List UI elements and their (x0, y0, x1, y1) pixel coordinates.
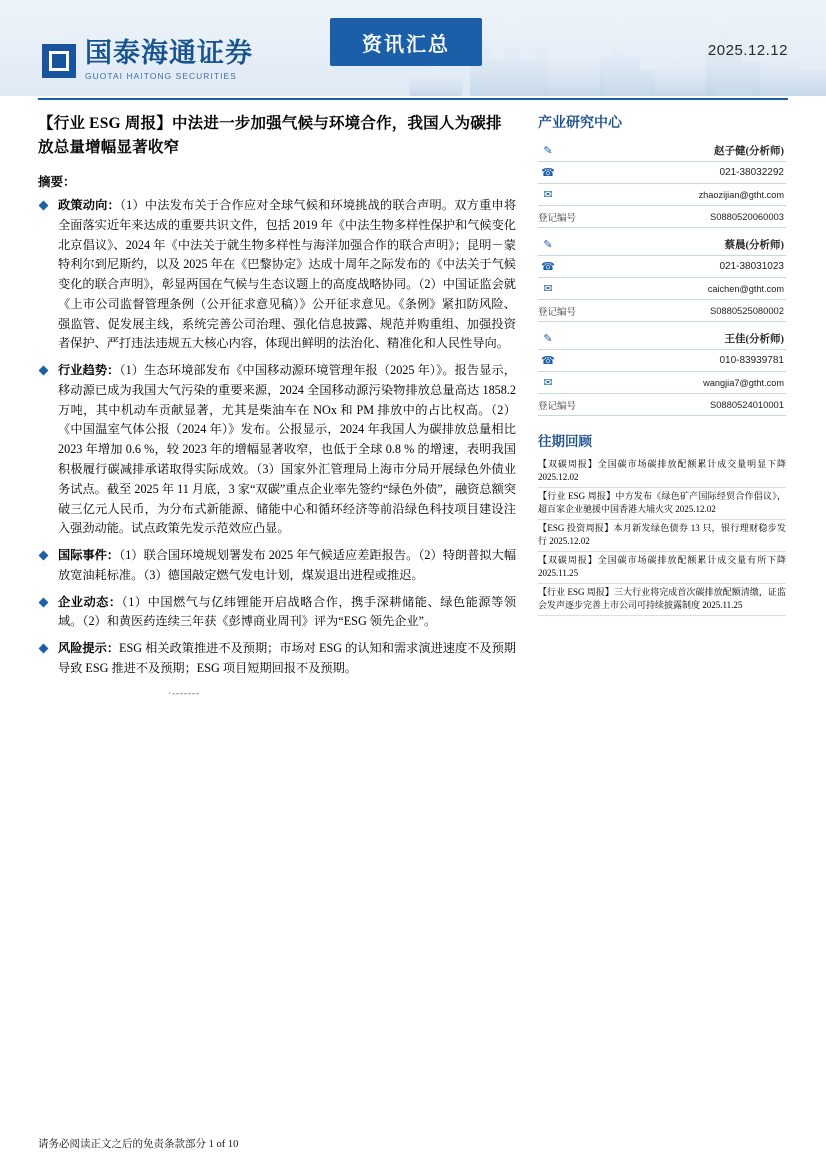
list-item: 行业趋势：（1）生态环境部发布《中国移动源环境管理年报（2025 年）》。报告显示，移动源已成为我国大气污染的重要来源，2024 全国移动源污染物排放总量高达 1858.2 万吨，其中机动车贡献显著，尤其是柴油车在 NOx 和 PM 排放中的占比权高。（2）《中国温室气体公报（2024 年）》发布。公报显示，2024 年我国人为碳排放总量相比 2023 年增加 0.6 %，较 2023 年的增幅显著收窄，也低于全球 0.8 % 的增速，表明我国积极履行碳减排承诺取得实际成效。（3）国家外汇管理局上海市分局开展绿色外债业务试点。截至 2025 年 11 月底，3 家“双碳”重点企业率先签约“绿色外债”，融资总额突破三亿元人民币，为分布式新能源、储能中心和循环经济等前沿绿色科技项目建设注入强劲动能。试点政策先发示范效应凸显。 (38, 361, 516, 539)
bullet-heading: 国际事件： (58, 548, 120, 563)
analyst-code: S0880525080002 (709, 305, 784, 316)
mail-icon: ✉ (543, 377, 553, 389)
logo-mark-icon (42, 44, 76, 78)
mail-icon: ✉ (543, 283, 553, 295)
logo-name-cn: 国泰海通证券 (85, 38, 253, 68)
list-item: 风险提示：ESG 相关政策推进不及预期；市场对 ESG 的认知和需求演进速度不及预期导致 ESG 推进不及预期；ESG 项目短期回报不及预期。 (38, 639, 516, 679)
decorative-dots: ·------- (168, 687, 200, 698)
list-item[interactable]: 【ESG 投资周报】本月新发绿色债券 13 只，银行理财稳步发行 2025.12.02 (538, 520, 786, 552)
bullet-heading: 行业趋势： (58, 363, 120, 378)
analyst-card (538, 234, 786, 322)
analyst-phone: 010-83939781 (719, 355, 784, 366)
bullet-heading: 企业动态： (58, 594, 122, 609)
analyst-name-row (538, 140, 786, 162)
sidebar (528, 100, 786, 616)
pen-icon: ✎ (543, 239, 553, 251)
list-item[interactable]: 【双碳周报】全国碳市场碳排放配额累计成交量明显下降 2025.12.02 (538, 456, 786, 488)
phone-icon: ☎ (541, 355, 555, 367)
phone-icon: ☎ (541, 261, 555, 273)
analyst-phone: 021-38032292 (719, 167, 784, 178)
analyst-email-row[interactable] (538, 278, 786, 300)
analyst-name-row (538, 234, 786, 256)
pen-icon: ✎ (543, 145, 553, 157)
list-item[interactable]: 【行业 ESG 周报】中方发布《绿色矿产国际经贸合作倡议》，超百家企业驰援中国香港大埔火灾 2025.12.02 (538, 488, 786, 520)
analyst-email-row[interactable] (538, 184, 786, 206)
analyst-name: 王佳(分析师) (724, 334, 784, 345)
analyst-code-label: 登记编号 (538, 400, 577, 412)
analyst-code-label: 登记编号 (538, 306, 577, 318)
logo-name-en: GUOTAI HAITONG SECURITIES (85, 71, 237, 81)
analyst-code-label: 登记编号 (538, 212, 577, 224)
list-item[interactable]: 【行业 ESG 周报】三大行业将完成首次碳排放配额清缴，证监会发声逐步完善上市公司可持续披露制度 2025.11.25 (538, 584, 786, 616)
list-item[interactable]: 【双碳周报】全国碳市场碳排放配额累计成交量有所下降 2025.11.25 (538, 552, 786, 584)
analyst-code-row (538, 394, 786, 416)
page-header (0, 0, 826, 96)
bullet-heading: 风险提示： (58, 641, 120, 656)
phone-icon: ☎ (541, 167, 555, 179)
history-list (538, 456, 786, 616)
analyst-name-row (538, 328, 786, 350)
company-logo (42, 40, 253, 81)
mail-icon: ✉ (543, 189, 553, 201)
analyst-email-row[interactable] (538, 372, 786, 394)
page-body (0, 98, 826, 698)
report-date: 2025.12.12 (707, 42, 788, 59)
analyst-email[interactable]: wangjia7@gtht.com (703, 377, 784, 388)
list-item: 政策动向：（1）中法发布关于合作应对全球气候和环境挑战的联合声明。双方重申将全面落实近年来达成的重要共识文件，包括 2019 年《中法生物多样性保护和气候变化北京倡议》、2024 年《中法关于就生物多样性与海洋加强合作的联合声明》；昆明－蒙特利尔到尼斯约，以及 2025 年在《巴黎协定》达成十周年之际发布的《中法关于气候变化的联合声明》，彰显两国在气候与生态议题上的高度战略协同。（2）中国证监会就《上市公司监督管理条例（公开征求意见稿）》公开征求意见。《条例》紧扣防风险、强监管、促发展主线，系统完善公司治理、强化信息披露、规范并购重组、加强投资者保护、严打违法违规五大核心内容，体现出鲜明的法治化、精准化和人民性导向。 (38, 196, 516, 354)
analyst-code-row (538, 300, 786, 322)
analyst-card (538, 140, 786, 228)
abstract-label: 摘要： (38, 175, 76, 190)
sidebar-title: 产业研究中心 (538, 116, 622, 131)
analyst-name: 蔡晨(分析师) (724, 240, 784, 251)
analyst-name: 赵子健(分析师) (714, 146, 784, 157)
list-item: 企业动态：（1）中国燃气与亿纬锂能开启战略合作，携手深耕储能、绿色能源等领域。（2）和黄医药连续三年获《彭博商业周刊》评为“ESG 领先企业”。 (38, 593, 516, 633)
analyst-email[interactable]: caichen@gtht.com (707, 283, 784, 294)
list-item: 国际事件：（1）联合国环境规划署发布 2025 年气候适应差距报告。（2）特朗普拟大幅放宽油耗标准。（3）德国敲定燃气发电计划，煤炭退出进程或推迟。 (38, 546, 516, 586)
analyst-email[interactable]: zhaozijian@gtht.com (698, 189, 784, 200)
page-title: 【行业 ESG 周报】中法进一步加强气候与环境合作，我国人为碳排放总量增幅显著收窄 (38, 115, 502, 157)
analyst-code-row (538, 206, 786, 228)
report-type-badge: 资讯汇总 (330, 18, 482, 66)
history-title: 往期回顾 (538, 434, 592, 449)
pen-icon: ✎ (543, 333, 553, 345)
analyst-phone-row (538, 350, 786, 372)
bullet-heading: 政策动向： (58, 198, 120, 213)
content-columns (38, 100, 788, 686)
analyst-card (538, 328, 786, 416)
analyst-code: S0880520060003 (709, 211, 784, 222)
analyst-code: S0880524010001 (709, 399, 784, 410)
main-column (38, 100, 528, 686)
abstract-bullet-list (38, 196, 516, 679)
analyst-phone-row (538, 162, 786, 184)
analyst-phone-row (538, 256, 786, 278)
page-footer: 请务必阅读正文之后的免责条款部分 1 of 10 (38, 1139, 239, 1150)
analyst-phone: 021-38031023 (719, 261, 784, 272)
